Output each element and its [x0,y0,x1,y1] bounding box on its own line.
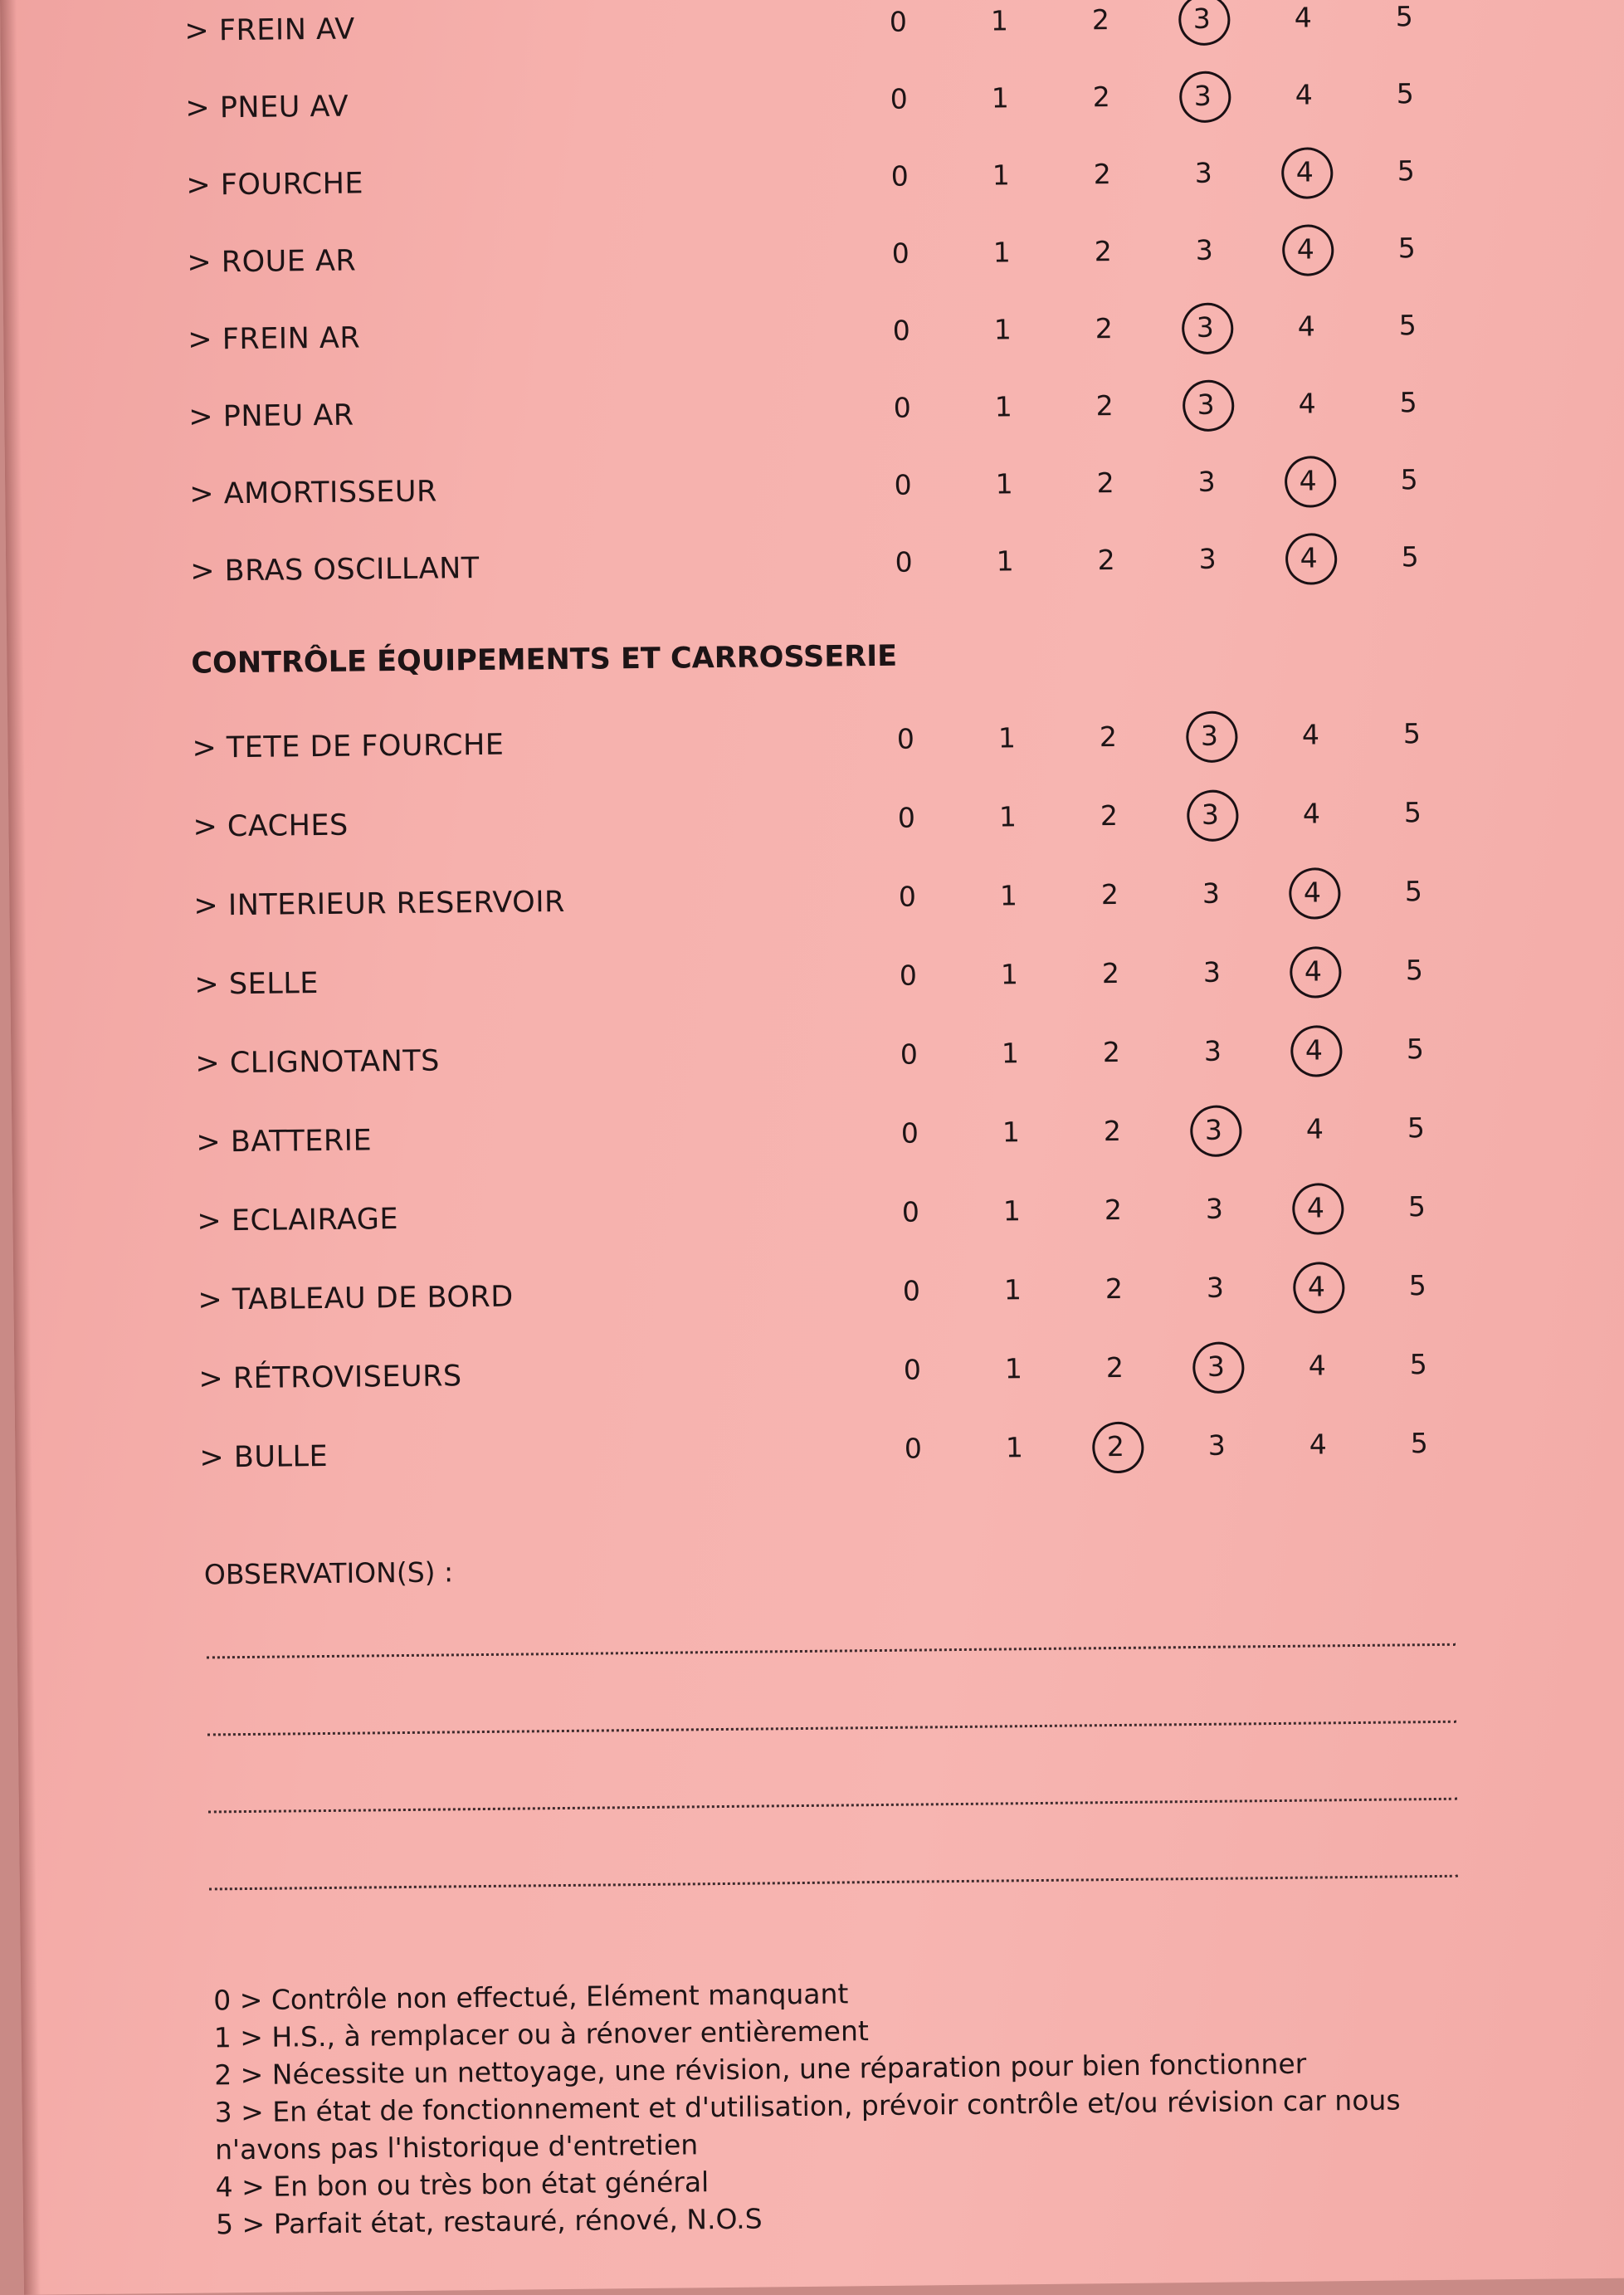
rating-option[interactable]: 0 [896,722,915,755]
rating-option[interactable]: 3 [1206,1271,1225,1304]
checklist-row [3,303,1624,369]
rating-option[interactable]: 4 [1301,718,1320,751]
checklist-row [0,0,1624,61]
rating-option[interactable]: 2 [1103,1114,1122,1148]
legend-item-4: 4 > En bon ou très bon état général [215,2166,710,2204]
rating-option[interactable]: 0 [894,468,912,501]
observation-line[interactable] [209,1875,1458,1891]
rating-option[interactable]: 5 [1396,77,1414,110]
checklist-row [5,457,1624,524]
rating-option[interactable]: 0 [899,959,918,992]
observation-line[interactable] [208,1798,1457,1814]
checklist-row [7,711,1624,778]
rating-option[interactable]: 1 [999,879,1018,912]
row-label: > PNEU AV [185,90,349,125]
checklist-row [13,1263,1624,1330]
checklist-row [15,1421,1624,1487]
observation-line[interactable] [207,1721,1456,1736]
selected-rating[interactable]: 4 [1291,1267,1341,1307]
row-label: > SELLE [194,967,319,1002]
selected-rating[interactable]: 3 [1181,384,1231,425]
rating-option[interactable]: 3 [1202,876,1221,910]
rating-option[interactable]: 1 [994,390,1012,423]
rating-option[interactable]: 1 [993,313,1012,346]
checklist-row [9,869,1624,935]
rating-option[interactable]: 1 [992,159,1010,192]
rating-option[interactable]: 0 [889,5,908,38]
rating-option[interactable]: 5 [1407,1111,1426,1145]
checklist-row [2,149,1624,215]
rating-option[interactable]: 1 [1002,1116,1021,1149]
rating-option[interactable]: 1 [996,544,1014,578]
rating-option[interactable]: 1 [1000,958,1019,991]
selected-rating[interactable]: 4 [1284,538,1334,579]
selected-rating[interactable]: 4 [1288,951,1338,992]
row-label: > TABLEAU DE BORD [198,1280,514,1317]
rating-option[interactable]: 3 [1197,465,1216,498]
rating-option[interactable]: 3 [1203,1034,1222,1067]
rating-option[interactable]: 2 [1100,798,1119,833]
rating-option[interactable]: 2 [1095,388,1114,422]
selected-rating[interactable]: 3 [1177,0,1227,39]
rating-option[interactable]: 4 [1298,387,1316,420]
rating-option[interactable]: 2 [1105,1350,1124,1384]
rating-option[interactable]: 2 [1105,1272,1124,1306]
rating-option[interactable]: 3 [1195,233,1213,266]
rating-option[interactable]: 5 [1401,540,1419,574]
checklist-row [4,380,1624,447]
rating-option[interactable]: 0 [900,1116,919,1150]
row-label: > FOURCHE [186,167,364,203]
rating-option[interactable]: 2 [1099,720,1118,754]
rating-option[interactable]: 5 [1397,154,1415,188]
rating-option[interactable]: 1 [992,236,1011,269]
rating-option[interactable]: 0 [892,314,910,347]
rating-option[interactable]: 2 [1094,234,1112,268]
checklist-row [11,1027,1624,1093]
rating-option[interactable]: 1 [997,721,1017,754]
legend-item-0: 0 > Contrôle non effectué, Elément manquant [213,1977,849,2017]
rating-option[interactable]: 4 [1297,310,1315,343]
rating-option[interactable]: 0 [902,1274,921,1307]
rating-option[interactable]: 5 [1400,463,1418,496]
selected-rating[interactable]: 4 [1280,229,1330,270]
row-label: > PNEU AR [188,398,354,434]
checklist-row [2,226,1624,292]
rating-option[interactable]: 1 [995,467,1013,501]
rating-legend [213,1968,1510,2243]
row-label: > FREIN AR [188,321,361,357]
rating-option[interactable]: 2 [1092,80,1110,114]
rating-option[interactable]: 5 [1398,309,1417,342]
checklist-row [10,948,1624,1014]
rating-option[interactable]: 5 [1410,1427,1429,1460]
selected-rating[interactable]: 3 [1184,715,1234,756]
checklist-row [14,1342,1624,1409]
rating-option[interactable]: 2 [1095,311,1113,345]
selected-rating[interactable]: 4 [1280,152,1329,193]
selected-rating[interactable]: 4 [1283,461,1333,501]
row-label: > INTERIEUR RESERVOIR [193,885,566,923]
rating-option[interactable]: 5 [1404,875,1423,908]
legend-item-2: 2 > Nécessite un nettoyage, une révision, une réparation pour bien fonctionner [213,2047,1307,2092]
rating-option[interactable]: 2 [1093,157,1111,191]
rating-option[interactable]: 4 [1302,797,1321,830]
rating-option[interactable]: 5 [1408,1269,1427,1302]
checklist-row [12,1106,1624,1172]
row-label: > ROUE AR [187,244,357,280]
rating-option[interactable]: 1 [1003,1273,1022,1306]
rating-option[interactable]: 2 [1102,1035,1121,1069]
rating-option[interactable]: 3 [1202,955,1222,989]
rating-option[interactable]: 4 [1294,1,1313,34]
rating-option[interactable]: 4 [1308,1349,1327,1382]
row-label: > BATTERIE [196,1124,373,1160]
checklist-row [6,535,1624,601]
legend-item-1: 1 > H.S., à remplacer ou à rénover entièrement [213,2014,870,2054]
rating-option[interactable]: 0 [903,1353,922,1386]
row-label: > TETE DE FOURCHE [192,728,505,765]
checklist-row [1,72,1624,139]
rating-option[interactable]: 0 [901,1195,920,1228]
selected-rating[interactable]: 3 [1178,76,1227,117]
rating-option[interactable]: 5 [1406,1033,1425,1066]
rating-option[interactable]: 1 [1001,1037,1020,1070]
rating-option[interactable]: 2 [1097,543,1115,577]
rating-option[interactable]: 2 [1104,1193,1123,1227]
legend-item-3: 3 > En état de fonctionnement et d'utilisation, prévoir contrôle et/ou révision car nous n'avons pas l'historique d'entretien [214,2083,1401,2166]
selected-rating[interactable]: 4 [1287,872,1337,913]
rating-option[interactable]: 1 [1004,1352,1023,1385]
rating-option[interactable]: 5 [1402,717,1422,750]
rating-option[interactable]: 0 [900,1038,919,1071]
section-title-equipment: CONTRÔLE ÉQUIPEMENTS ET CARROSSERIE [191,639,898,681]
rating-option[interactable]: 3 [1207,1428,1227,1462]
observations-label: OBSERVATION(S) : [203,1555,454,1591]
rating-option[interactable]: 4 [1305,1112,1324,1145]
row-label: > CACHES [193,808,349,844]
row-label: > BRAS OSCILLANT [190,551,480,588]
rating-option[interactable]: 4 [1309,1428,1328,1461]
row-label: > FREIN AV [184,12,355,48]
rating-option[interactable]: 0 [890,82,909,115]
checklist-row [12,1184,1624,1251]
observation-line[interactable] [207,1643,1456,1659]
rating-option[interactable]: 2 [1101,956,1120,990]
legend-item-5: 5 > Parfait état, restauré, rénové, N.O.S [215,2202,763,2241]
rating-option[interactable]: 0 [895,545,913,579]
selected-rating[interactable]: 3 [1185,794,1235,835]
rating-option[interactable]: 0 [898,880,917,913]
rating-option[interactable]: 1 [1002,1194,1022,1228]
rating-option[interactable]: 0 [897,801,916,834]
rating-option[interactable]: 5 [1403,796,1422,829]
selected-rating[interactable]: 3 [1188,1110,1238,1150]
rating-option[interactable]: 1 [998,800,1017,833]
rating-option[interactable]: 0 [890,159,909,193]
rating-option[interactable]: 5 [1409,1348,1428,1381]
rating-option[interactable]: 3 [1198,542,1217,575]
rating-option[interactable]: 0 [904,1432,923,1465]
rating-option[interactable]: 5 [1407,1190,1426,1223]
rating-option[interactable]: 3 [1205,1192,1224,1225]
rating-option[interactable]: 5 [1395,0,1414,33]
selected-rating[interactable]: 4 [1290,1188,1340,1228]
selected-rating[interactable]: 3 [1191,1346,1241,1387]
checklist-row [8,790,1624,857]
rating-option[interactable]: 2 [1100,877,1119,911]
rating-option[interactable]: 3 [1194,156,1212,189]
rating-option[interactable]: 1 [1005,1431,1024,1464]
rating-option[interactable]: 1 [990,4,1009,37]
selected-rating[interactable]: 3 [1180,308,1230,349]
rating-option[interactable]: 5 [1399,386,1417,419]
rating-option[interactable]: 0 [891,237,910,270]
rating-option[interactable]: 0 [893,391,911,424]
row-label: > ECLAIRAGE [197,1203,399,1238]
rating-option[interactable]: 5 [1405,954,1424,987]
row-label: > CLIGNOTANTS [195,1044,441,1081]
row-label: > AMORTISSEUR [189,475,438,511]
selected-rating[interactable]: 4 [1289,1030,1339,1071]
rating-option[interactable]: 2 [1096,466,1114,500]
row-label: > RÉTROVISEURS [198,1360,462,1396]
rating-option[interactable]: 4 [1295,78,1313,111]
row-label: > BULLE [199,1439,329,1475]
rating-option[interactable]: 5 [1397,232,1416,265]
selected-rating[interactable]: 2 [1090,1427,1140,1467]
rating-option[interactable]: 1 [991,81,1010,115]
rating-option[interactable]: 2 [1091,3,1110,37]
